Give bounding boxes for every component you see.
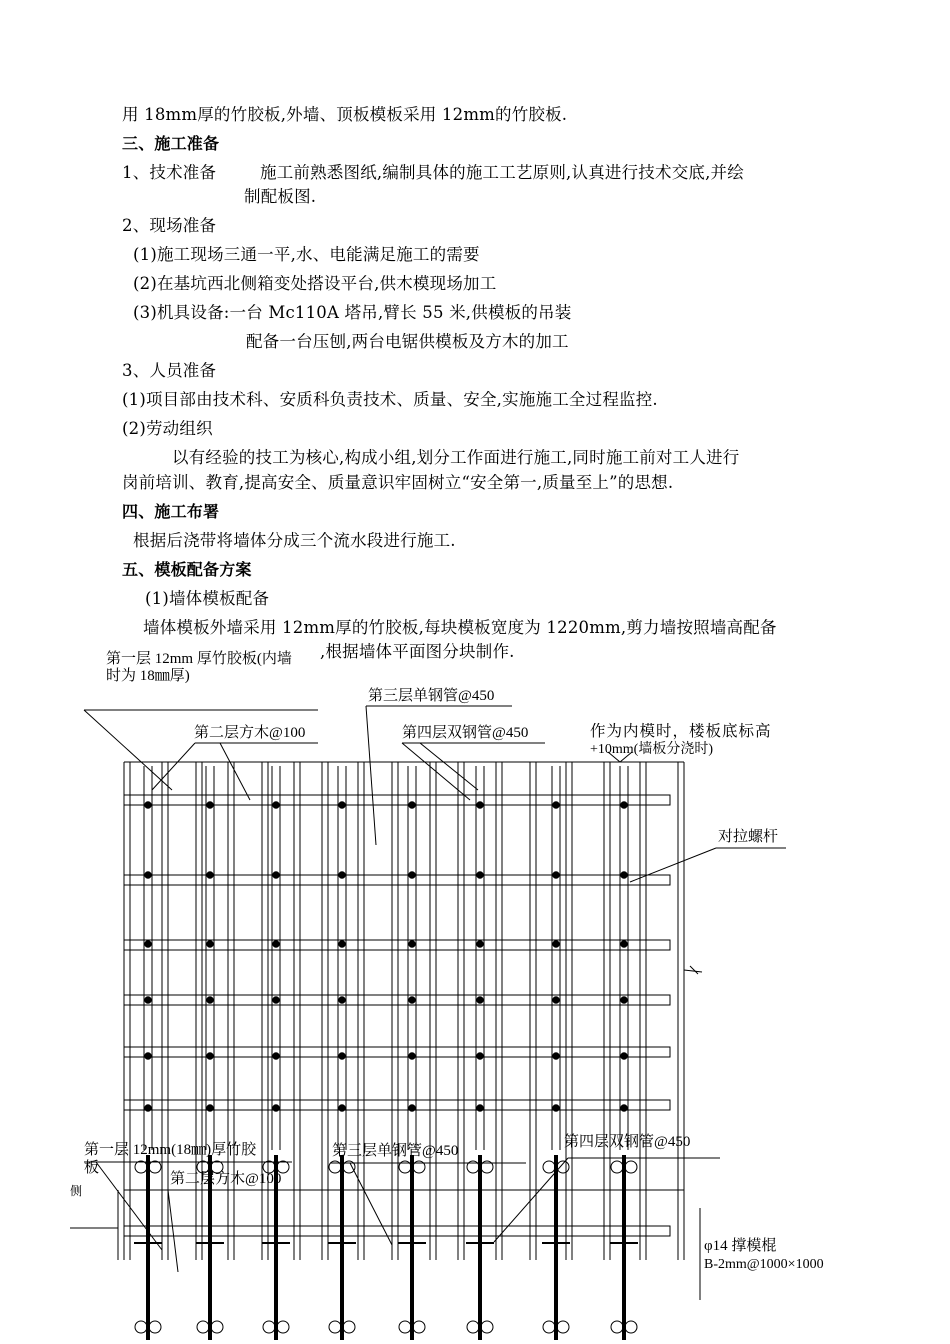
label-layer1: 第一层 12mm 厚竹胶板(内墙 — [106, 651, 292, 667]
bolt-dot — [553, 997, 559, 1003]
bolt-dot — [477, 872, 483, 878]
bolt-dot — [145, 997, 151, 1003]
nut-circle — [399, 1321, 411, 1333]
bolt-dot — [207, 802, 213, 808]
bolt-dot — [621, 802, 627, 808]
bolt-dot — [553, 802, 559, 808]
label-tie-bolt: 对拉螺杆 — [718, 829, 779, 845]
bolt-dot — [339, 941, 345, 947]
label-brace-rod: φ14 撑模棍 — [704, 1238, 777, 1254]
text-line: (2)劳动组织 — [122, 419, 213, 438]
label-brace-spec: B-2mm@1000×1000 — [704, 1257, 824, 1272]
nut-circle — [343, 1321, 355, 1333]
nut-circle — [149, 1321, 161, 1333]
bolt-dot — [621, 872, 627, 878]
text-line: 1、技术准备 — [122, 163, 217, 182]
nut-circle — [467, 1321, 479, 1333]
bolt-dot — [207, 997, 213, 1003]
bolt-dot — [621, 1053, 627, 1059]
text-line: (1)项目部由技术科、安质科负责技术、质量、安全,实施施工全过程监控. — [122, 390, 658, 409]
bolt-dot — [409, 941, 415, 947]
nut-circle — [277, 1321, 289, 1333]
label-layer4: 第四层双钢管@450 — [402, 725, 529, 741]
text-line: 制配板图. — [244, 187, 317, 206]
text-line: 3、人员准备 — [122, 361, 217, 380]
nut-circle — [543, 1161, 555, 1173]
section-heading: 五、模板配备方案 — [122, 560, 252, 579]
label-b-layer3: 第三层单钢管@450 — [332, 1143, 459, 1159]
bolt-dot — [477, 997, 483, 1003]
bolt-dot — [339, 872, 345, 878]
nut-circle — [481, 1321, 493, 1333]
nut-circle — [135, 1321, 147, 1333]
bolt-dot — [409, 1053, 415, 1059]
nut-circle — [625, 1161, 637, 1173]
bottom-timber — [124, 1226, 670, 1236]
section-heading: 四、施工布署 — [122, 502, 220, 521]
nut-circle — [611, 1161, 623, 1173]
text-line: ,根据墙体平面图分块制作. — [320, 642, 515, 661]
bolt-dot — [339, 997, 345, 1003]
nut-circle — [557, 1161, 569, 1173]
nut-circle — [329, 1321, 341, 1333]
bolt-dot — [207, 872, 213, 878]
nut-circle — [611, 1321, 623, 1333]
label-b-layer2: 第二层方木@100 — [170, 1171, 282, 1187]
text-line: 2、现场准备 — [122, 216, 217, 235]
label-layer2: 第二层方木@100 — [194, 725, 306, 741]
bolt-dot — [273, 802, 279, 808]
nut-circle — [543, 1321, 555, 1333]
nut-circle — [197, 1321, 209, 1333]
bolt-dot — [477, 802, 483, 808]
bolt-dot — [621, 941, 627, 947]
bolt-dot — [339, 1053, 345, 1059]
text-line: 用 18mm厚的竹胶板,外墙、顶板模板采用 12mm的竹胶板. — [122, 105, 568, 124]
text-line: 施工前熟悉图纸,编制具体的施工工艺原则,认真进行技术交底,并绘 — [260, 163, 744, 182]
bolt-dot — [339, 1105, 345, 1111]
text-line: 根据后浇带将墙体分成三个流水段进行施工. — [133, 531, 456, 550]
bolt-dot — [553, 872, 559, 878]
section-heading: 三、施工准备 — [122, 134, 220, 153]
nut-circle — [625, 1321, 637, 1333]
bolt-dot — [553, 1053, 559, 1059]
nut-circle — [149, 1161, 161, 1173]
bolt-dot — [621, 1105, 627, 1111]
bolt-dot — [477, 1053, 483, 1059]
bolt-dot — [339, 802, 345, 808]
bolt-dot — [145, 872, 151, 878]
bolt-dot — [409, 1105, 415, 1111]
bolt-dot — [553, 1105, 559, 1111]
bolt-dot — [207, 941, 213, 947]
bolt-dot — [477, 1105, 483, 1111]
bolt-dot — [145, 802, 151, 808]
label-inner-mold: 作为内模时，楼板底标高 — [590, 723, 772, 740]
text-line: 岗前培训、教育,提高安全、质量意识牢固树立“安全第一,质量至上”的思想. — [122, 473, 674, 492]
bolt-dot — [273, 1053, 279, 1059]
label-b-layer1: 第一层 12mm(18㎜)厚竹胶 — [84, 1142, 257, 1158]
text-line: (1)墙体模板配备 — [145, 589, 270, 608]
text-line: (2)在基坑西北侧箱变处搭设平台,供木模现场加工 — [133, 274, 497, 293]
nut-circle — [211, 1321, 223, 1333]
nut-circle — [557, 1321, 569, 1333]
text-line: (3)机具设备:一台 Mc110A 塔吊,臂长 55 米,供模板的吊装 — [133, 303, 572, 322]
label-layer3: 第三层单钢管@450 — [368, 688, 495, 704]
bolt-dot — [621, 997, 627, 1003]
text-line: 以有经验的技工为核心,构成小组,划分工作面进行施工,同时施工前对工人进行 — [172, 448, 740, 467]
label-b-layer4: 第四层双钢管@450 — [564, 1134, 691, 1150]
bolt-dot — [207, 1053, 213, 1059]
bolt-dot — [477, 941, 483, 947]
bolt-dot — [273, 872, 279, 878]
text-line: (1)施工现场三通一平,水、电能满足施工的需要 — [133, 245, 480, 264]
label-b-side: 侧 — [70, 1184, 83, 1198]
text-line: 配备一台压刨,两台电锯供模板及方木的加工 — [246, 332, 569, 351]
bolt-dot — [273, 1105, 279, 1111]
bolt-dot — [145, 1105, 151, 1111]
bolt-dot — [409, 802, 415, 808]
label-layer1-cont: 时为 18㎜厚) — [106, 668, 190, 684]
bolt-dot — [145, 1053, 151, 1059]
bolt-dot — [409, 872, 415, 878]
nut-circle — [263, 1321, 275, 1333]
nut-circle — [413, 1321, 425, 1333]
bolt-dot — [273, 997, 279, 1003]
text-line: 墙体模板外墙采用 12mm厚的竹胶板,每块模板宽度为 1220mm,剪力墙按照墙高配备 — [143, 618, 777, 637]
label-b-layer1-cont: 板 — [84, 1160, 100, 1176]
bolt-dot — [145, 941, 151, 947]
bolt-dot — [207, 1105, 213, 1111]
label-inner-mold-cont: +10mm(墙板分浇时) — [590, 742, 713, 757]
bolt-dot — [409, 997, 415, 1003]
nut-circle — [135, 1161, 147, 1173]
bolt-dot — [553, 941, 559, 947]
bolt-dot — [273, 941, 279, 947]
